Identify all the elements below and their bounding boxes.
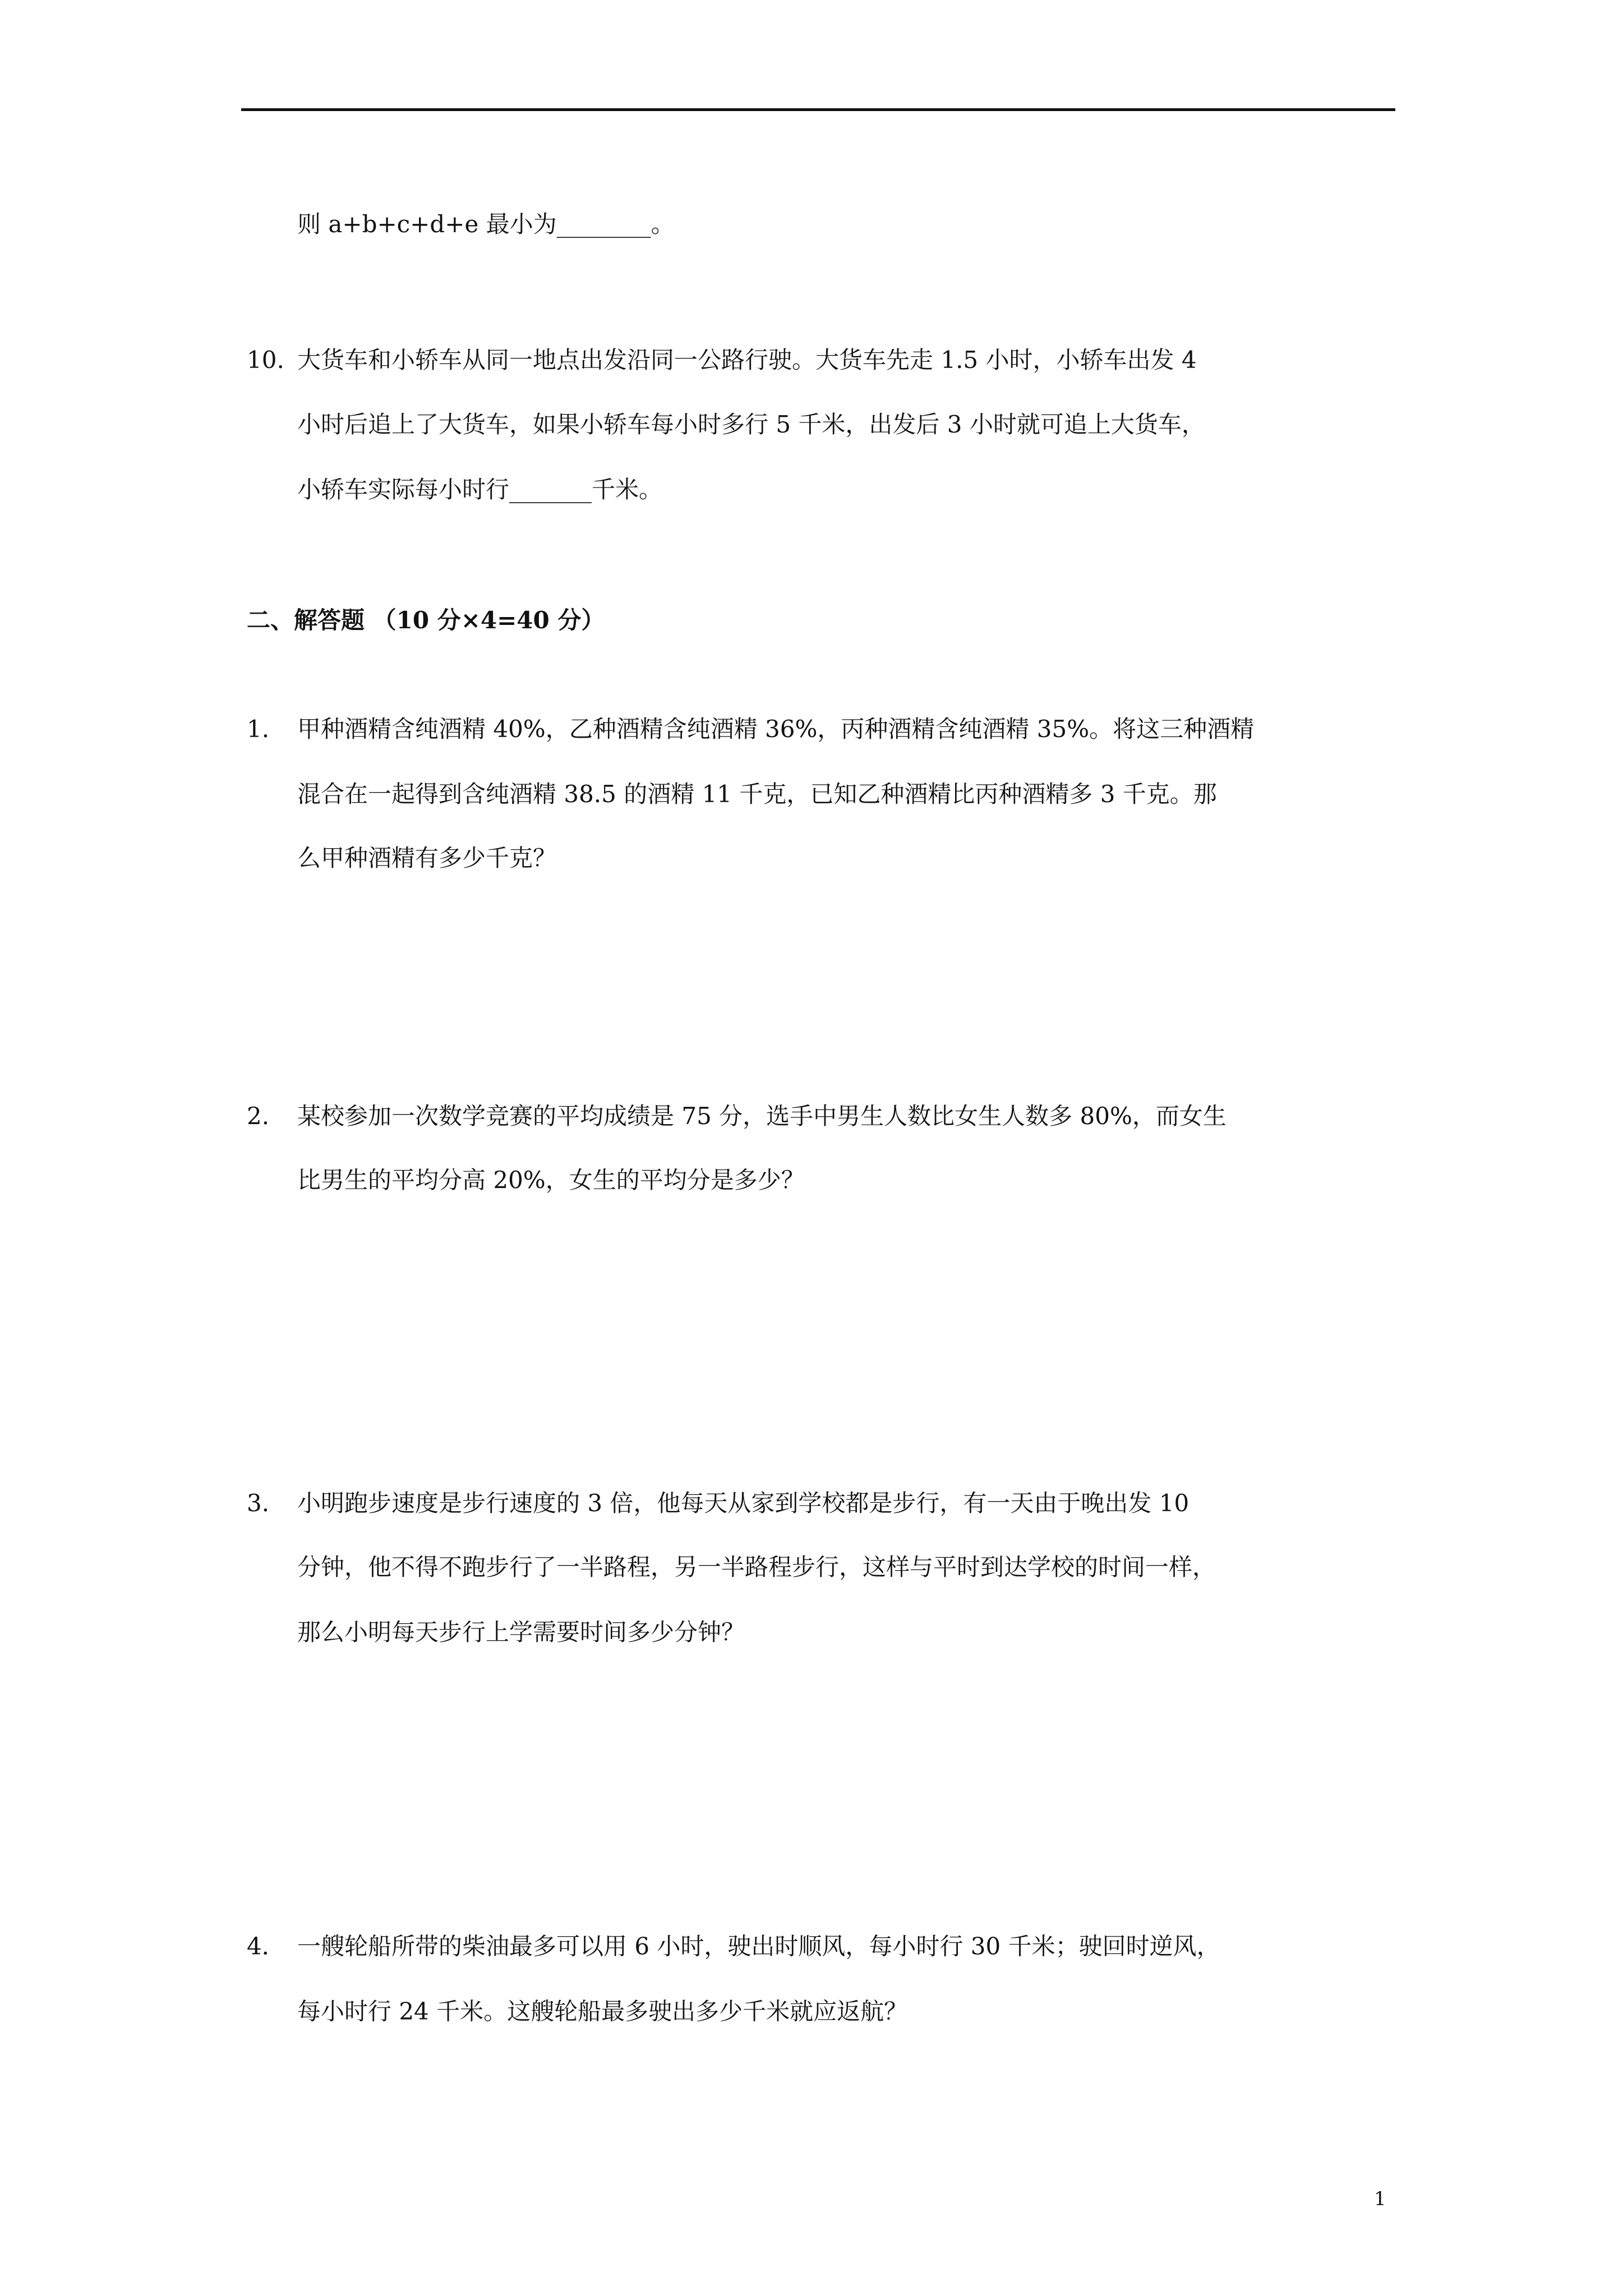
header-rule (241, 108, 1395, 111)
question-3-number: 3. (247, 1489, 270, 1517)
q10-line-2: 小时后追上了大货车，如果小轿车每小时多行 5 千米，出发后 3 小时就可追上大货车， (297, 411, 1205, 438)
question-1-line-3: 么甲种酒精有多少千克？ (297, 844, 557, 872)
question-1-line-2: 混合在一起得到含纯酒精 38.5 的酒精 11 千克，已知乙种酒精比丙种酒精多 3 千克。那 (297, 780, 1217, 808)
question-3-line-1: 小明跑步速度是步行速度的 3 倍，他每天从家到学校都是步行，有一天由于晚出发 10 (297, 1489, 1189, 1517)
question-2-line-2: 比男生的平均分高 20%，女生的平均分是多少？ (297, 1166, 805, 1194)
question-3-line-2: 分钟，他不得不跑步行了一半路程，另一半路程步行，这样与平时到达学校的时间一样， (297, 1553, 1216, 1581)
question-4-number: 4． (247, 1932, 285, 1960)
question-1-line-1: 甲种酒精含纯酒精 40%，乙种酒精含纯酒精 36%，丙种酒精含纯酒精 35%。将这三种酒精 (297, 715, 1255, 743)
q10-line-1: 大货车和小轿车从同一地点出发沿同一公路行驶。大货车先走 1.5 小时，小轿车出发 4 (297, 346, 1197, 374)
section-title: 二、解答题 （10 分×4=40 分） (247, 606, 605, 634)
page-number: 1 (1374, 2188, 1386, 2210)
question-2-line-1: 某校参加一次数学竞赛的平均成绩是 75 分，选手中男生人数比女生人数多 80%，而女生 (297, 1102, 1227, 1130)
q9-tail-text: 则 a+b+c+d+e 最小为________。 (297, 210, 675, 238)
question-4-line-2: 每小时行 24 千米。这艘轮船最多驶出多少千米就应返航？ (297, 1998, 908, 2025)
q10-number: 10. (247, 346, 284, 374)
question-2-number: 2. (247, 1102, 270, 1130)
question-4-line-1: 一艘轮船所带的柴油最多可以用 6 小时，驶出时顺风，每小时行 30 千米；驶回时逆风， (297, 1932, 1220, 1960)
q10-line-3: 小轿车实际每小时行_______千米。 (297, 476, 663, 503)
question-3-line-3: 那么小明每天步行上学需要时间多少分钟？ (297, 1618, 745, 1646)
question-1-number: 1. (247, 715, 270, 743)
